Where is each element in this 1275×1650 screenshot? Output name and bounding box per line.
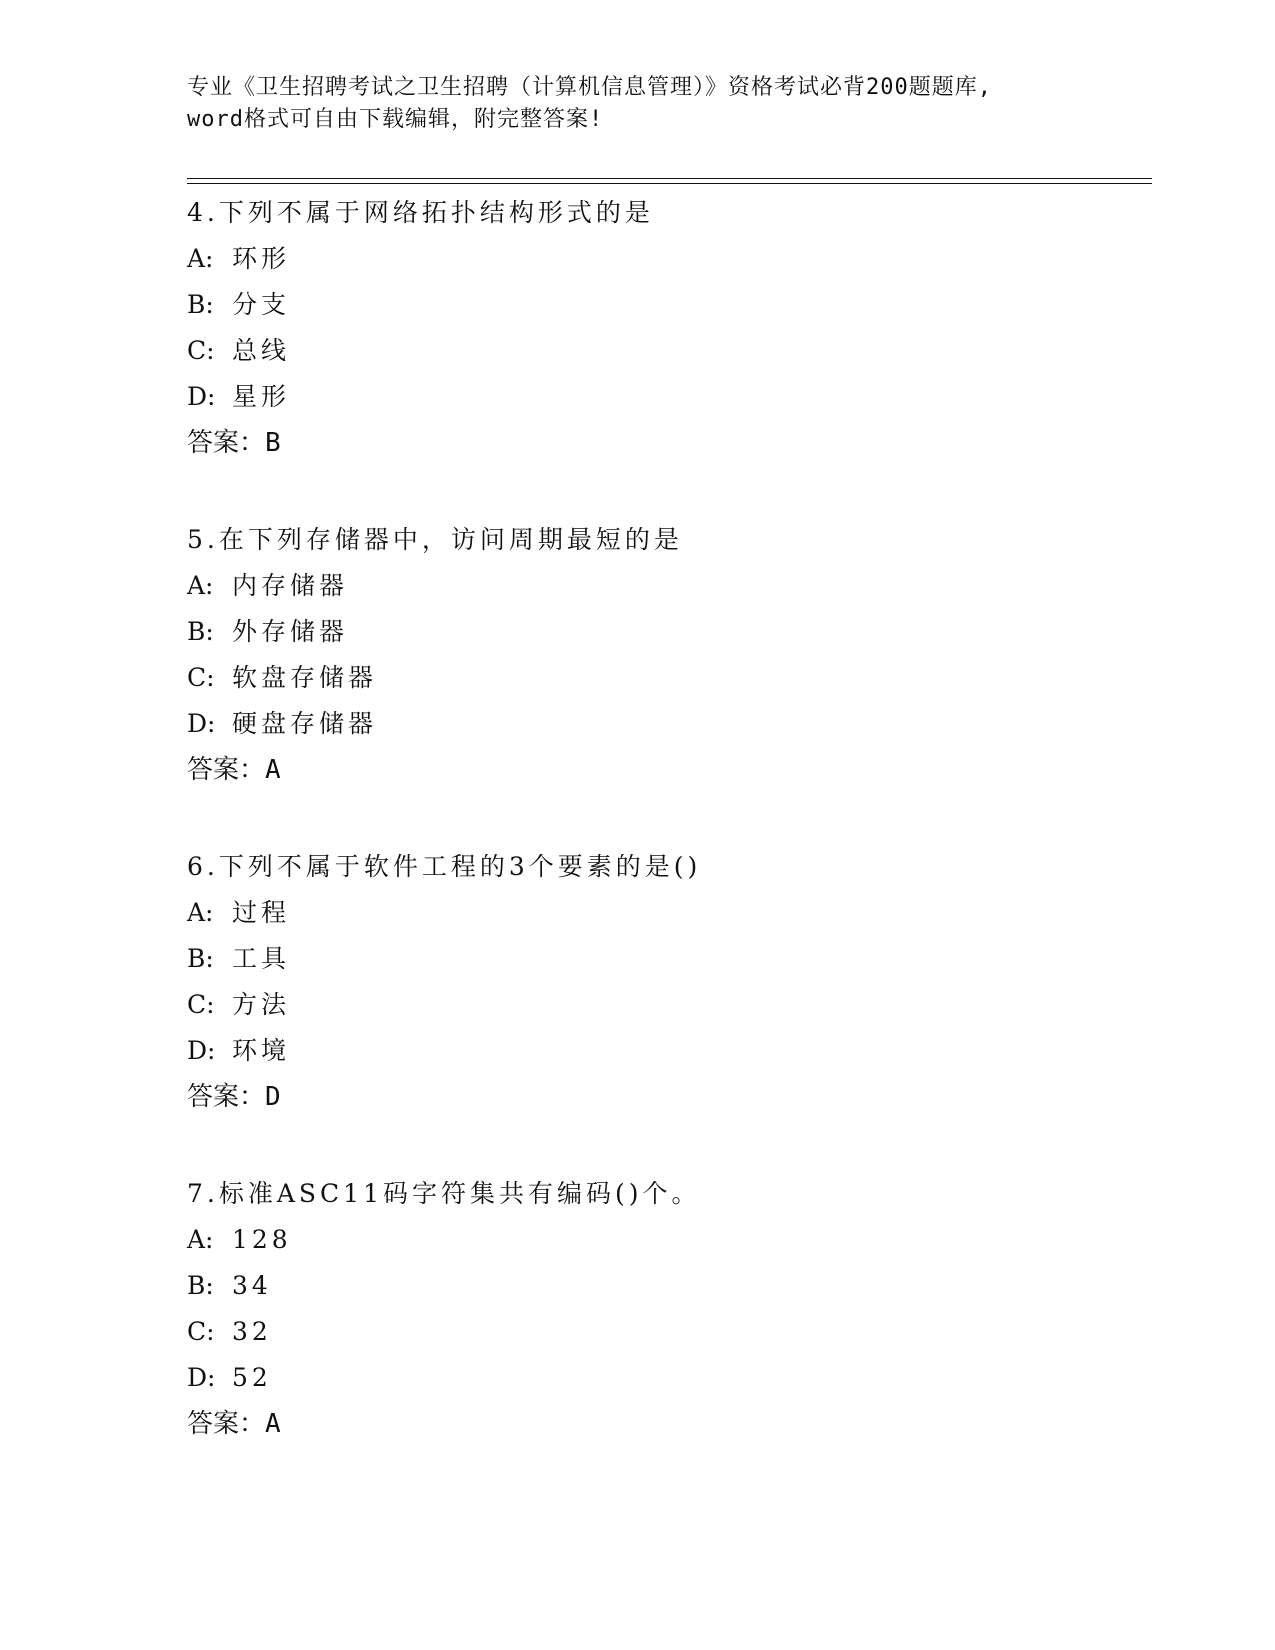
answer-line (187, 747, 1147, 793)
option-letter: D: (187, 709, 216, 738)
option-text: 工具 (232, 944, 291, 973)
option-text: 128 (232, 1225, 292, 1254)
question-stem: 6.下列不属于软件工程的3个要素的是() (187, 852, 702, 881)
answer-label: 答案： (187, 1082, 266, 1112)
option-letter: A: (187, 898, 214, 927)
option-letter: D: (187, 1363, 216, 1392)
option-c (187, 328, 1147, 374)
question-5 (187, 517, 1147, 793)
option-b (187, 282, 1147, 328)
option-a (187, 236, 1147, 282)
option-text: 过程 (232, 898, 291, 927)
option-letter: A: (187, 1225, 214, 1254)
option-a (187, 1217, 1147, 1263)
option-text: 星形 (232, 382, 291, 411)
option-letter: A: (187, 244, 214, 273)
option-text: 34 (232, 1271, 272, 1300)
option-letter: B: (187, 290, 214, 319)
question-4 (187, 190, 1147, 466)
option-text: 硬盘存储器 (232, 709, 378, 738)
answer-line (187, 420, 1147, 466)
option-c (187, 1309, 1147, 1355)
option-letter: B: (187, 1271, 214, 1300)
answer-label: 答案： (187, 755, 266, 785)
question-list (187, 190, 1147, 1498)
answer-line (187, 1401, 1147, 1447)
option-b (187, 936, 1147, 982)
option-letter: C: (187, 1317, 215, 1346)
option-letter: B: (187, 617, 214, 646)
option-text: 环形 (232, 244, 291, 273)
question-stem: 7.标准ASC11码字符集共有编码()个。 (187, 1179, 701, 1208)
option-text: 分支 (232, 290, 291, 319)
option-letter: D: (187, 1036, 216, 1065)
header-line-1: 专业《卫生招聘考试之卫生招聘（计算机信息管理）》资格考试必背200题题库, (187, 75, 992, 100)
option-d (187, 374, 1147, 420)
question-6 (187, 844, 1147, 1120)
option-letter: C: (187, 990, 215, 1019)
option-text: 52 (232, 1363, 272, 1392)
answer-value: A (265, 755, 281, 785)
question-stem: 5.在下列存储器中，访问周期最短的是 (187, 525, 683, 554)
option-letter: A: (187, 571, 214, 600)
option-b (187, 609, 1147, 655)
option-d (187, 701, 1147, 747)
option-text: 外存储器 (232, 617, 349, 646)
question-7 (187, 1171, 1147, 1447)
option-text: 内存储器 (232, 571, 349, 600)
header-divider-top (187, 178, 1152, 179)
option-text: 总线 (232, 336, 291, 365)
option-text: 32 (232, 1317, 272, 1346)
option-d (187, 1028, 1147, 1074)
header-line-2: word格式可自由下载编辑，附完整答案! (187, 107, 604, 132)
answer-line (187, 1074, 1147, 1120)
option-a (187, 563, 1147, 609)
option-text: 软盘存储器 (232, 663, 378, 692)
option-c (187, 655, 1147, 701)
option-letter: C: (187, 663, 215, 692)
header-divider-bottom (187, 183, 1152, 184)
option-a (187, 890, 1147, 936)
document-header (187, 72, 1087, 136)
option-text: 环境 (232, 1036, 291, 1065)
option-letter: C: (187, 336, 215, 365)
option-c (187, 982, 1147, 1028)
answer-value: A (265, 1409, 281, 1439)
option-text: 方法 (232, 990, 291, 1019)
answer-value: D (265, 1082, 281, 1112)
option-letter: B: (187, 944, 214, 973)
answer-label: 答案： (187, 1409, 266, 1439)
answer-value: B (265, 428, 281, 458)
question-stem: 4.下列不属于网络拓扑结构形式的是 (187, 198, 654, 227)
option-b (187, 1263, 1147, 1309)
option-d (187, 1355, 1147, 1401)
answer-label: 答案： (187, 428, 266, 458)
option-letter: D: (187, 382, 216, 411)
